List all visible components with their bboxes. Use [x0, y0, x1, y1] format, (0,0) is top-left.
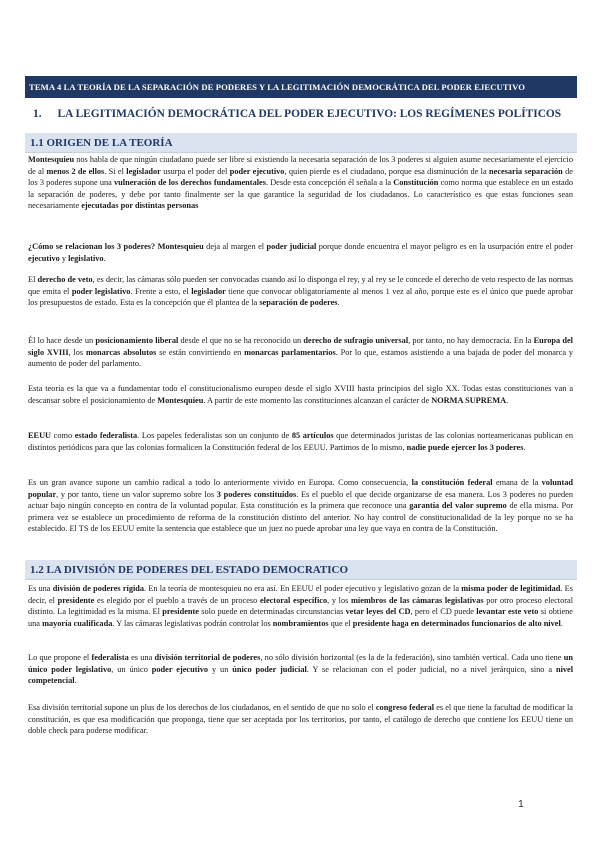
text-run: deja al margen el: [203, 242, 267, 251]
text-run: se están convirtiendo en: [156, 347, 245, 357]
bold-text-run: un único poder legislativo: [28, 653, 574, 674]
bold-text-run: Montesquieu: [28, 155, 75, 164]
text-run: es el que tiene la facultad de modificar la constitución, es que esa modificación que proponga, tiene que ser aceptada por los territorios, por tanto, el catálogo de derecho que contiene los EEUU tiene un doble check para poderse modificar.: [28, 703, 573, 736]
paragraph: [28, 583, 573, 629]
bold-text-run: legislador: [191, 286, 226, 296]
text-run: , y por tanto, tiene un valor supremo sobre los: [56, 489, 217, 499]
text-run: , por tanto, no hay democracia. En la: [408, 336, 534, 345]
text-run: . Si el: [104, 166, 127, 176]
bold-text-run: nivel competencial: [28, 664, 574, 686]
bold-text-run: menos 2 de ellos: [46, 166, 105, 176]
bold-text-run: nadie puede ejercer los 3 poderes: [406, 442, 524, 452]
text-run: , los: [68, 347, 86, 357]
bold-text-run: único poder judicial: [232, 664, 307, 674]
topic-title: TEMA 4 LA TEORÍA DE LA SEPARACIÓN DE PODERES Y LA LEGITIMACIÓN DEMOCRÁTICA DEL PODER EJECUTIVO: [29, 82, 526, 92]
text-run: . Y se relacionan con el poder judicial, no a nivel jerárquico, sino a: [306, 664, 556, 674]
text-run: por otro proceso electoral distinto. La legitimidad es la misma. El: [28, 595, 573, 617]
subsection-heading-division: [25, 560, 577, 580]
bold-text-run: electoral específico: [259, 595, 328, 605]
text-run: . Y las cámaras legislativas podrán controlar los: [112, 618, 273, 628]
bold-text-run: Constitución: [393, 178, 439, 188]
bold-text-run: poder ejecutivo: [229, 166, 285, 176]
text-run: y un: [208, 664, 233, 674]
topic-title-banner: [25, 76, 577, 98]
paragraph: [28, 274, 573, 309]
text-run: .: [560, 618, 563, 628]
bold-text-run: estado federalista: [74, 431, 138, 440]
bold-text-run: presidente haga en determinados funcionarios de alto nivel: [352, 618, 561, 628]
paragraph: [28, 702, 573, 737]
text-run: . Es el pueblo el que decide organizarse de esa manera. Los 3 poderes no pueden actuar bajo ningún concepto en contra de la voluntad popular. Esta constitución es la primera que reconoce una: [28, 489, 574, 511]
paragraph: [28, 477, 573, 535]
bold-text-run: Europa del siglo XVIII: [28, 336, 573, 357]
section-title: LA LEGITIMACIÓN DEMOCRÁTICA DEL PODER EJECUTIVO: LOS REGÍMENES POLÍTICOS: [57, 108, 562, 120]
text-run: . Es decir, el: [28, 584, 573, 605]
text-run: , pero el CD puede: [410, 607, 477, 617]
text-run: desde el que no se ha reconocido un: [178, 336, 304, 345]
bold-text-run: levantar este veto: [476, 607, 539, 617]
bold-text-run: mayoría cualificada: [42, 618, 113, 628]
paragraph: [28, 154, 573, 212]
text-run: que el: [328, 618, 353, 628]
bold-text-run: misma poder de legitimidad: [461, 584, 561, 593]
text-run: Es una: [28, 584, 53, 593]
bold-text-run: legislador: [126, 166, 161, 176]
text-run: Lo que propone el: [28, 653, 92, 662]
text-run: si obtiene una: [28, 607, 573, 628]
bold-text-run: necesaria separación: [489, 166, 563, 176]
bold-text-run: la constitución federal: [411, 478, 493, 487]
text-run: de los 3 poderes supone una: [28, 166, 573, 188]
bold-text-run: Montesquieu: [157, 395, 204, 405]
text-run: .: [523, 442, 526, 452]
text-run: , no sólo división horizontal (es la de la federación), sino también vertical. Cada uno tiene: [260, 653, 564, 662]
text-run: usurpa el poder del: [160, 166, 230, 176]
text-run: , un único: [111, 664, 152, 674]
section-heading: [25, 104, 577, 124]
bold-text-run: posicionamiento liberal: [95, 336, 179, 345]
text-run: y: [59, 253, 69, 263]
bold-text-run: derecho de veto: [37, 275, 93, 284]
text-run: tiene que convocar obligatoriamente al menos 1 vez al año, porque este es el único que puede aprobar los presupuestos de estado. Esta es la concepción que él plantea de la: [28, 286, 574, 308]
text-run: Él lo hace desde un: [28, 336, 96, 345]
bold-text-run: monarcas parlamentarios: [244, 347, 336, 357]
bold-text-run: vetar leyes del CD: [345, 607, 411, 617]
subsection-heading-origin: [25, 133, 577, 153]
bold-text-run: 3 poderes constituidos: [216, 489, 297, 499]
bold-text-run: presidente: [57, 595, 95, 605]
bold-text-run: ¿Cómo se relacionan los 3 poderes? Montesquieu: [28, 242, 204, 251]
bold-text-run: vulneración de los derechos fundamentales: [114, 178, 266, 188]
page-number: 1: [518, 798, 524, 810]
subsection-title: 1.2 LA DIVISIÓN DE PODERES DEL ESTADO DEMOCRATICO: [30, 563, 349, 576]
text-run: . Frente a esto, el: [130, 286, 192, 296]
text-run: Esa división territorial supone un plus de los derechos de los ciudadanos, en el sentido de que no solo el: [28, 703, 376, 712]
bold-text-run: monarcas absolutos: [85, 347, 157, 357]
bold-text-run: derecho de sufragio universal: [303, 336, 409, 345]
text-run: El: [28, 275, 38, 284]
text-run: .: [103, 253, 106, 263]
bold-text-run: ejecutadas por distintas personas: [81, 201, 199, 211]
paragraph: [28, 241, 573, 264]
text-run: emana de la: [492, 478, 542, 487]
bold-text-run: NORMA SUPREMA: [431, 395, 507, 405]
bold-text-run: separación de poderes: [259, 298, 338, 308]
text-run: solo puede en determinadas circunstancias: [198, 607, 346, 617]
paragraph: [28, 335, 573, 370]
text-run: .: [74, 676, 77, 686]
text-run: es una: [128, 653, 155, 662]
text-run: , quien pierde es el ciudadano, porque esa disminución de la: [284, 166, 490, 176]
bold-text-run: 85 artículos: [291, 431, 334, 440]
text-run: como: [51, 431, 75, 440]
text-run: es elegido por el pueblo a través de un proceso: [94, 595, 260, 605]
bold-text-run: nombramientos: [272, 618, 329, 628]
bold-text-run: miembros de las cámaras legislativas: [350, 595, 484, 605]
bold-text-run: garantía del valor supremo: [409, 501, 507, 511]
text-run: Esta teoría es la que va a fundamentar todo el constitucionalismo europeo desde el siglo XVIII hasta principios del siglo XX. Todas estas constituciones van a descansar sobre el posicionamiento de: [28, 384, 573, 405]
paragraph: [28, 383, 573, 406]
text-run: . Desde esta concepción él señala a la: [265, 178, 394, 188]
bold-text-run: poder judicial: [266, 242, 317, 251]
text-run: , es decir, las cámaras sólo pueden ser convocadas cuando así lo disponga el rey, y al rey se le concede el derecho de veto respecto de las normas que emita el: [28, 275, 573, 296]
text-run: , y los: [327, 595, 351, 605]
text-run: . Los papeles federalistas son un conjunto de: [137, 431, 292, 440]
bold-text-run: presidente: [162, 607, 199, 617]
text-run: . En la teoría de montesquieu no era así. En EEUU el poder ejecutivo y legislativo gozan de la: [144, 584, 462, 593]
bold-text-run: congreso federal: [375, 703, 435, 712]
bold-text-run: legislativo: [68, 253, 104, 263]
bold-text-run: división de poderes rígida: [52, 584, 145, 593]
bold-text-run: voluntad popular: [28, 478, 574, 499]
bold-text-run: federalista: [91, 653, 129, 662]
text-run: .: [337, 298, 340, 308]
bold-text-run: poder ejecutivo: [151, 664, 209, 674]
text-run: como norma que establece en un estado la separación de poderes, y debe por tanto finalmente ser la que garantice la seguridad de los ciudadanos. Lo característico es que estas funciones sean necesariamente: [28, 178, 573, 211]
text-run: nos habla de que ningún ciudadano puede ser libre si existiendo la necesaria separación de los 3 poderes si alguien asume necesariamente el ejercicio de al: [28, 155, 573, 176]
bold-text-run: EEUU: [28, 431, 52, 440]
bold-text-run: poder legislativo: [71, 286, 131, 296]
paragraph: [28, 652, 573, 687]
text-run: de ella misma. Por primera vez se establece un procedimiento de reforma de la constitución distinto del anterior. No hay control de constitucionalidad de la ley porque no se ha establecido. El TS de los EEUU emite la sentencia que establece que un juez no puede aprobar una ley que vaya en contra de la Constitución.: [28, 501, 573, 534]
text-run: . Por lo que, estamos asistiendo a una bajada de poder del monarca y aumento de poder del parlamento.: [28, 347, 573, 369]
text-run: que determinados juristas de las colonias norteamericanas publican en distintos periódicos para que las colonias formalicen la Constitución federal de los EEUU. Partimos de lo mismo,: [28, 431, 574, 452]
section-number: 1.: [33, 108, 42, 120]
subsection-title: 1.1 ORIGEN DE LA TEORÍA: [30, 136, 173, 149]
text-run: .: [506, 395, 509, 405]
bold-text-run: ejecutivo: [28, 253, 60, 263]
paragraph: [28, 430, 573, 453]
text-run: . A partir de este momento las constituciones alcanzan el carácter de: [203, 395, 432, 405]
bold-text-run: división territorial de poderes: [154, 653, 261, 662]
text-run: porque donde encuentra el mayor peligro es en la usurpación entre el poder: [316, 242, 573, 251]
text-run: Es un gran avance supone un cambio radical a todo lo anteriormente vivido en Europa. Como consecuencia,: [28, 478, 412, 487]
